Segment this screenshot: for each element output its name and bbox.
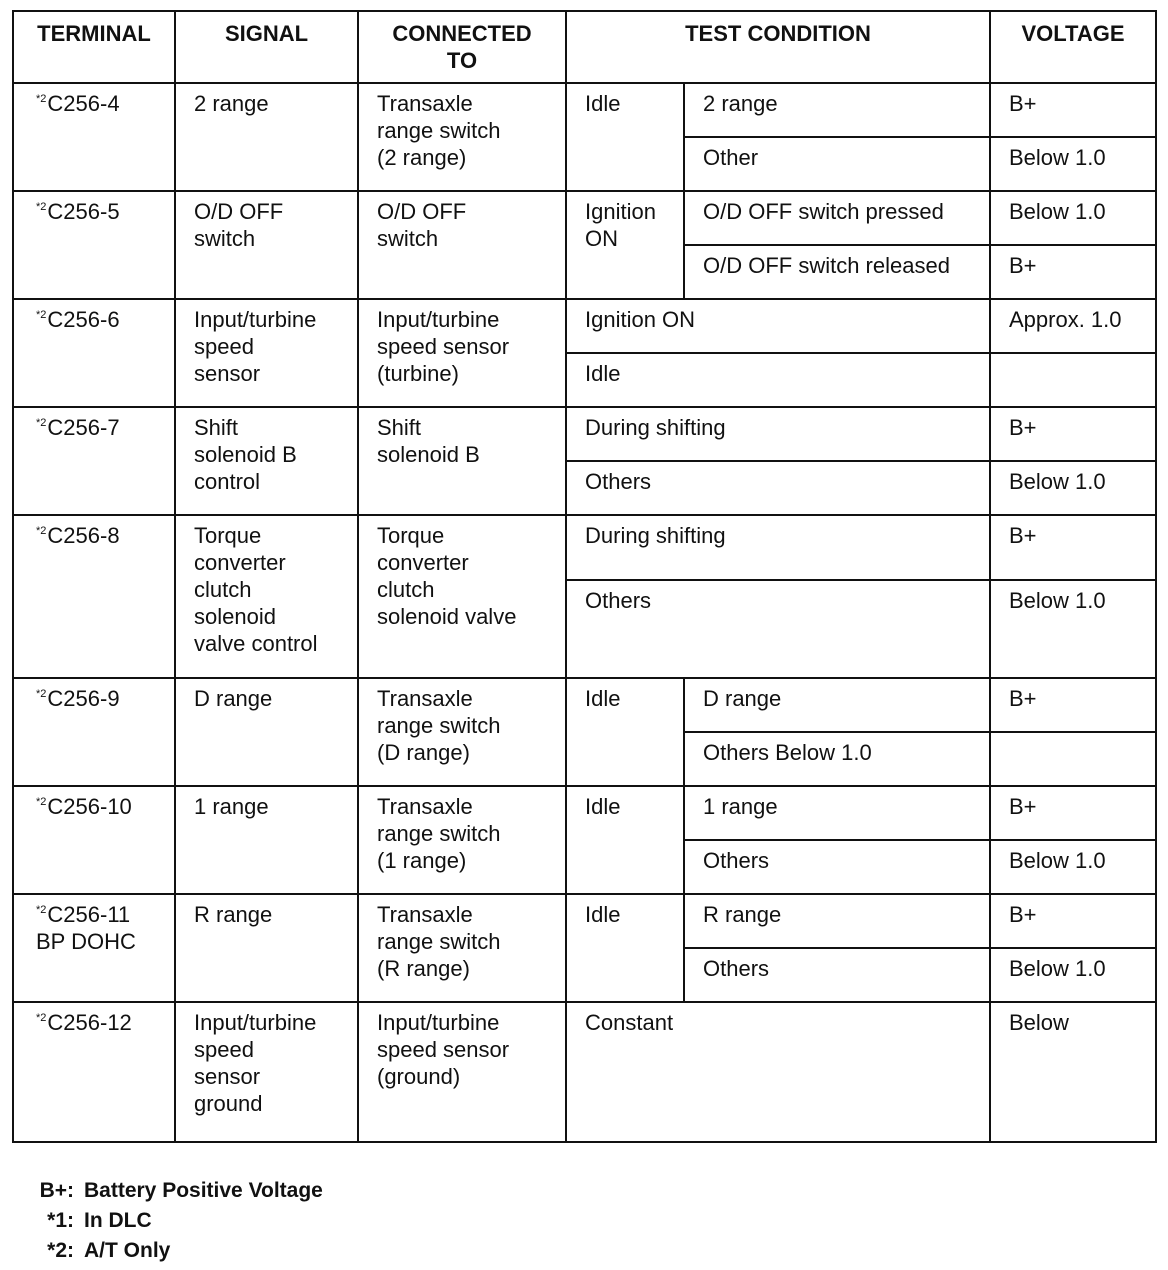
table-row [13,515,1156,580]
signal-line: speed [194,334,254,359]
voltage-cell: Below 1.0 [990,137,1156,191]
voltage-cell: B+ [990,407,1156,461]
signal-line: valve control [194,631,318,656]
table-row [13,83,1156,137]
footnote-marker: *2 [36,309,47,321]
test-condition-main-cell: Idle [566,786,684,894]
footnote-marker: *2 [36,525,47,537]
test-condition-cell: D range [684,678,990,732]
legend-key: *2: [47,1239,74,1262]
signal-line: D range [194,686,273,711]
voltage-cell: B+ [990,786,1156,840]
header-voltage: VOLTAGE [990,11,1156,83]
test-condition-cell: Ignition ON [566,299,990,353]
terminal-line [36,522,166,549]
footnote-marker: *2 [36,201,47,213]
terminal-line [36,306,166,333]
connected-to-line: Input/turbine [377,307,500,332]
signal-cell [175,83,358,191]
connected-to-line: Shift [377,415,422,440]
terminal-line-text: C256-11 [47,902,131,927]
connected-to-cell [358,299,566,407]
voltage-cell: Below 1.0 [990,948,1156,1002]
signal-line: R range [194,902,273,927]
table-row [13,1002,1156,1142]
connected-to-line: speed sensor [377,1037,510,1062]
connected-to-cell [358,894,566,1002]
footnote-marker: *2 [36,93,47,105]
connected-to-line: Transaxle [377,91,473,116]
voltage-cell: Below 1.0 [990,191,1156,245]
signal-cell [175,191,358,299]
connected-to-line: (1 range) [377,848,467,873]
signal-line: solenoid [194,604,276,629]
test-condition-cell: During shifting [566,407,990,461]
connected-to-cell [358,678,566,786]
header-test-condition: TEST CONDITION [566,11,990,83]
terminal-line [36,414,166,441]
test-condition-cell: Others [684,840,990,894]
footnote-marker: *2 [36,796,47,808]
header-terminal: TERMINAL [13,11,175,83]
signal-line: clutch [194,577,252,602]
legend-text: In DLC [84,1209,152,1232]
terminal-cell [13,407,175,515]
legend-row [16,1176,323,1206]
connected-to-line: (ground) [377,1064,461,1089]
test-condition-cell: R range [684,894,990,948]
connected-to-line: clutch [377,577,435,602]
connected-to-cell [358,786,566,894]
voltage-cell: B+ [990,515,1156,580]
terminal-line [36,198,166,225]
signal-line: Torque [194,523,262,548]
connected-to-line: Torque [377,523,445,548]
test-condition-cell: 1 range [684,786,990,840]
connected-to-cell [358,1002,566,1142]
table-row [13,191,1156,245]
test-condition-cell: 2 range [684,83,990,137]
terminal-line [36,901,166,928]
connected-to-line: Transaxle [377,794,473,819]
signal-line: speed [194,1037,254,1062]
connected-to-line: speed sensor [377,334,510,359]
signal-line: switch [194,226,256,251]
signal-line: Shift [194,415,239,440]
terminal-line-text: C256-6 [47,307,120,332]
connected-to-line: O/D OFF [377,199,467,224]
table-row [13,786,1156,840]
header-connected-to [358,11,566,83]
test-condition-main-cell: Idle [566,83,684,191]
connected-to-line: range switch [377,713,501,738]
header-connected-to-line: TO [446,48,478,73]
signal-line: control [194,469,261,494]
terminal-cell [13,1002,175,1142]
terminal-line-text: C256-4 [47,91,120,116]
terminal-cell [13,83,175,191]
terminal-line [36,685,166,712]
terminal-line-text: C256-10 [47,794,132,819]
terminal-voltage-table [12,10,1157,1143]
terminal-line-text: C256-12 [47,1010,132,1035]
test-condition-main-cell [566,191,684,299]
test-condition-main-cell: Idle [566,894,684,1002]
legend-text: Battery Positive Voltage [84,1179,323,1202]
voltage-cell: Below [990,1002,1156,1142]
voltage-cell [990,353,1156,407]
connected-to-line: solenoid valve [377,604,517,629]
test-condition-cell: Idle [566,353,990,407]
signal-line: ground [194,1091,263,1116]
terminal-line-text: C256-5 [47,199,120,224]
test-condition-cell: Others [566,461,990,515]
legend [16,1176,323,1266]
terminal-cell [13,515,175,678]
header-signal: SIGNAL [175,11,358,83]
footnote-marker: *2 [36,417,47,429]
signal-cell [175,515,358,678]
connected-to-line: solenoid B [377,442,480,467]
terminal-cell [13,299,175,407]
signal-cell [175,678,358,786]
voltage-cell: B+ [990,894,1156,948]
signal-line: sensor [194,361,261,386]
signal-line: solenoid B [194,442,297,467]
table-row [13,407,1156,461]
signal-line: 1 range [194,794,269,819]
signal-cell [175,299,358,407]
terminal-cell [13,678,175,786]
table-row [13,678,1156,732]
connected-to-cell [358,515,566,678]
connected-to-line: Input/turbine [377,1010,500,1035]
signal-line: 2 range [194,91,269,116]
signal-cell [175,894,358,1002]
test-condition-cell: During shifting [566,515,990,580]
connected-to-cell [358,191,566,299]
connected-to-line: (turbine) [377,361,459,386]
terminal-line [36,90,166,117]
voltage-cell: B+ [990,245,1156,299]
connected-to-line: range switch [377,118,501,143]
voltage-cell: Below 1.0 [990,580,1156,678]
connected-to-line: (R range) [377,956,470,981]
voltage-cell: Below 1.0 [990,461,1156,515]
legend-key: *1: [47,1209,74,1232]
voltage-cell: B+ [990,83,1156,137]
footnote-marker: *2 [36,904,47,916]
footnote-marker: *2 [36,1012,47,1024]
voltage-cell: B+ [990,678,1156,732]
test-condition-main-cell: Idle [566,678,684,786]
terminal-cell [13,786,175,894]
test-condition-cell: Constant [566,1002,990,1142]
signal-line: O/D OFF [194,199,284,224]
test-condition-cell: Others [566,580,990,678]
signal-line: sensor [194,1064,261,1089]
terminal-cell [13,894,175,1002]
table-row [13,894,1156,948]
voltage-cell [990,732,1156,786]
test-condition-cell: Other [684,137,990,191]
connected-to-cell [358,407,566,515]
test-condition-cell: Others [684,948,990,1002]
signal-line: Input/turbine [194,307,317,332]
connected-to-line: (D range) [377,740,470,765]
connected-to-line: Transaxle [377,686,473,711]
voltage-cell: Approx. 1.0 [990,299,1156,353]
connected-to-line: Transaxle [377,902,473,927]
connected-to-line: range switch [377,821,501,846]
table-row [13,299,1156,353]
connected-to-line: (2 range) [377,145,467,170]
terminal-line [36,1009,166,1036]
test-condition-main-text: Ignition ON [585,199,656,251]
voltage-cell: Below 1.0 [990,840,1156,894]
legend-row [16,1206,323,1236]
terminal-line-text: C256-9 [47,686,120,711]
connected-to-line: switch [377,226,439,251]
signal-cell [175,1002,358,1142]
terminal-line-text: C256-7 [47,415,120,440]
legend-text: A/T Only [84,1239,171,1262]
signal-cell [175,786,358,894]
connected-to-line: converter [377,550,469,575]
terminal-line-text: C256-8 [47,523,120,548]
test-condition-cell: O/D OFF switch released [684,245,990,299]
footnote-marker: *2 [36,688,47,700]
connected-to-line: range switch [377,929,501,954]
signal-cell [175,407,358,515]
connected-to-cell [358,83,566,191]
test-condition-cell: O/D OFF switch pressed [684,191,990,245]
terminal-line [36,793,166,820]
header-connected-to-line: CONNECTED [392,21,532,46]
terminal-line: BP DOHC [36,929,136,954]
table-body [13,83,1156,1142]
signal-line: converter [194,550,286,575]
test-condition-cell: Others Below 1.0 [684,732,990,786]
legend-key: B+: [39,1179,74,1202]
terminal-cell [13,191,175,299]
header-row [13,11,1156,83]
legend-row [16,1236,323,1266]
signal-line: Input/turbine [194,1010,317,1035]
